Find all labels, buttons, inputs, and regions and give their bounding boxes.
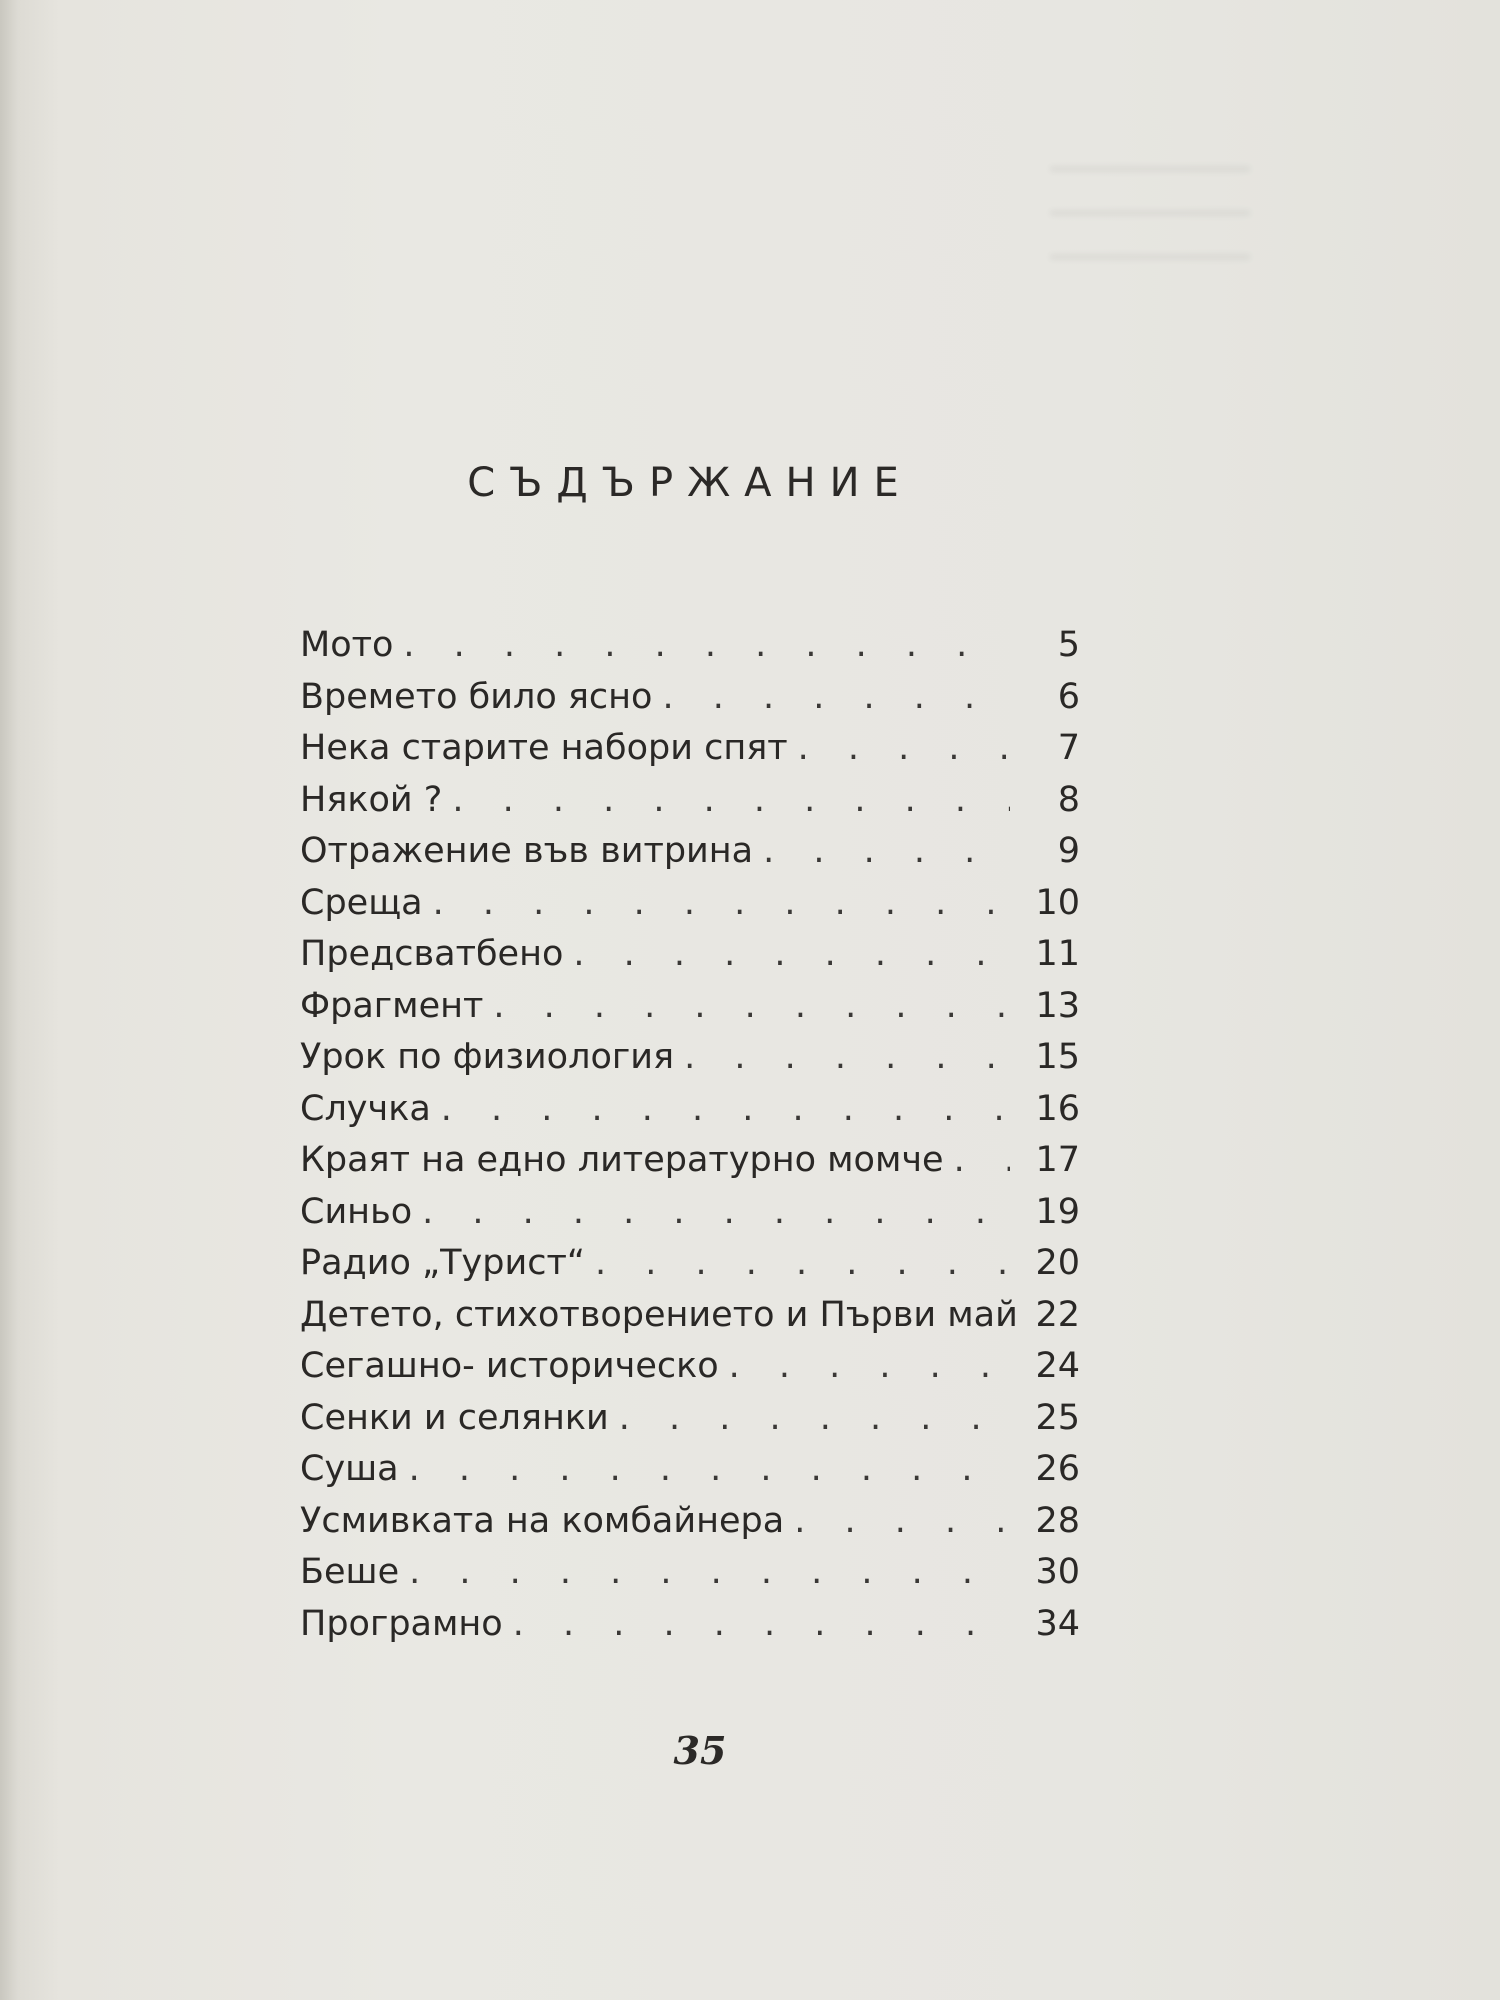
toc-entry[interactable] (300, 1341, 1080, 1393)
toc-entry-title: Програмно (300, 1603, 503, 1644)
dot-leader (619, 1393, 1010, 1445)
toc-entry[interactable] (300, 1238, 1080, 1290)
dot-leader (954, 1135, 1010, 1187)
toc-entry[interactable] (300, 981, 1080, 1033)
toc-entry[interactable] (300, 1084, 1080, 1136)
dot-leader (662, 672, 1010, 724)
show-through-text (1050, 140, 1250, 260)
toc-entry-page: 8 (1057, 779, 1080, 820)
table-of-contents (300, 620, 1080, 1650)
toc-entry-title: Детето, стихотворението и Първи май (300, 1294, 1018, 1335)
toc-entry-title: Сегашно- историческо (300, 1346, 719, 1386)
toc-entry-page: 11 (1035, 934, 1080, 974)
toc-entry[interactable] (300, 1135, 1080, 1187)
toc-entry[interactable] (300, 1290, 1080, 1342)
toc-entry[interactable] (300, 1496, 1080, 1548)
dot-leader (763, 826, 1010, 878)
toc-entry-page: 28 (1035, 1500, 1080, 1541)
dot-leader (452, 775, 1010, 827)
toc-entry-page: 26 (1035, 1449, 1080, 1489)
toc-entry-page: 13 (1035, 985, 1080, 1026)
toc-entry[interactable] (300, 723, 1080, 775)
toc-entry-page: 10 (1035, 882, 1080, 923)
toc-entry-title: Нека старите набори спят (300, 728, 788, 768)
toc-entry-title: Времето било ясно (300, 676, 653, 717)
toc-entry[interactable] (300, 672, 1080, 724)
toc-entry[interactable] (300, 1547, 1080, 1599)
dot-leader (573, 929, 1010, 981)
toc-entry-page: 6 (1057, 676, 1080, 717)
dot-leader (403, 620, 1010, 672)
toc-entry[interactable] (300, 1032, 1080, 1084)
toc-entry[interactable] (300, 620, 1080, 672)
toc-entry-title: Краят на едно литературно момче (300, 1140, 944, 1180)
dot-leader (409, 1444, 1010, 1496)
toc-entry-page: 24 (1035, 1346, 1080, 1386)
toc-entry-title: Предсватбено (300, 934, 564, 974)
toc-entry-title: Някой ? (300, 779, 443, 820)
dot-leader (493, 981, 1010, 1033)
toc-entry-page: 9 (1057, 831, 1080, 871)
toc-entry-title: Сенки и селянки (300, 1397, 609, 1438)
toc-entry-title: Беше (300, 1552, 400, 1592)
toc-entry-title: Случка (300, 1088, 431, 1129)
toc-entry-title: Среща (300, 882, 423, 923)
toc-entry-title: Мото (300, 625, 394, 665)
dot-leader (794, 1496, 1010, 1548)
dot-leader (422, 1187, 1010, 1239)
toc-entry-title: Суша (300, 1449, 399, 1489)
toc-entry-page: 7 (1057, 728, 1080, 768)
dot-leader (595, 1238, 1010, 1290)
toc-entry-page: 19 (1035, 1191, 1080, 1232)
dot-leader (684, 1032, 1010, 1084)
toc-entry-page: 5 (1057, 625, 1080, 665)
toc-entry[interactable] (300, 929, 1080, 981)
page-number: 35 (673, 1728, 727, 1773)
toc-entry-page: 15 (1035, 1037, 1080, 1077)
toc-entry[interactable] (300, 878, 1080, 930)
toc-entry-page: 25 (1035, 1397, 1080, 1438)
toc-entry-page: 30 (1035, 1552, 1080, 1592)
toc-entry-title: Усмивката на комбайнера (300, 1500, 785, 1541)
toc-entry-title: Синьо (300, 1191, 413, 1232)
toc-entry-page: 20 (1035, 1243, 1080, 1283)
dot-leader (798, 723, 1010, 775)
toc-entry-page: 17 (1035, 1140, 1080, 1180)
toc-entry-page: 22 (1035, 1294, 1080, 1335)
dot-leader (513, 1599, 1010, 1651)
dot-leader (441, 1084, 1010, 1136)
dot-leader (729, 1341, 1010, 1393)
toc-entry[interactable] (300, 1444, 1080, 1496)
toc-entry-page: 34 (1035, 1603, 1080, 1644)
toc-entry-title: Урок по физиология (300, 1037, 675, 1077)
dot-leader (433, 878, 1010, 930)
toc-entry[interactable] (300, 1599, 1080, 1651)
toc-entry-page: 16 (1035, 1088, 1080, 1129)
toc-entry[interactable] (300, 775, 1080, 827)
toc-entry-title: Отражение във витрина (300, 831, 754, 871)
toc-entry[interactable] (300, 1187, 1080, 1239)
dot-leader (409, 1547, 1010, 1599)
toc-entry[interactable] (300, 1393, 1080, 1445)
toc-entry[interactable] (300, 826, 1080, 878)
toc-entry-title: Радио „Турист“ (300, 1243, 585, 1283)
toc-heading: СЪДЪРЖАНИЕ (467, 460, 913, 506)
toc-entry-title: Фрагмент (300, 985, 484, 1026)
